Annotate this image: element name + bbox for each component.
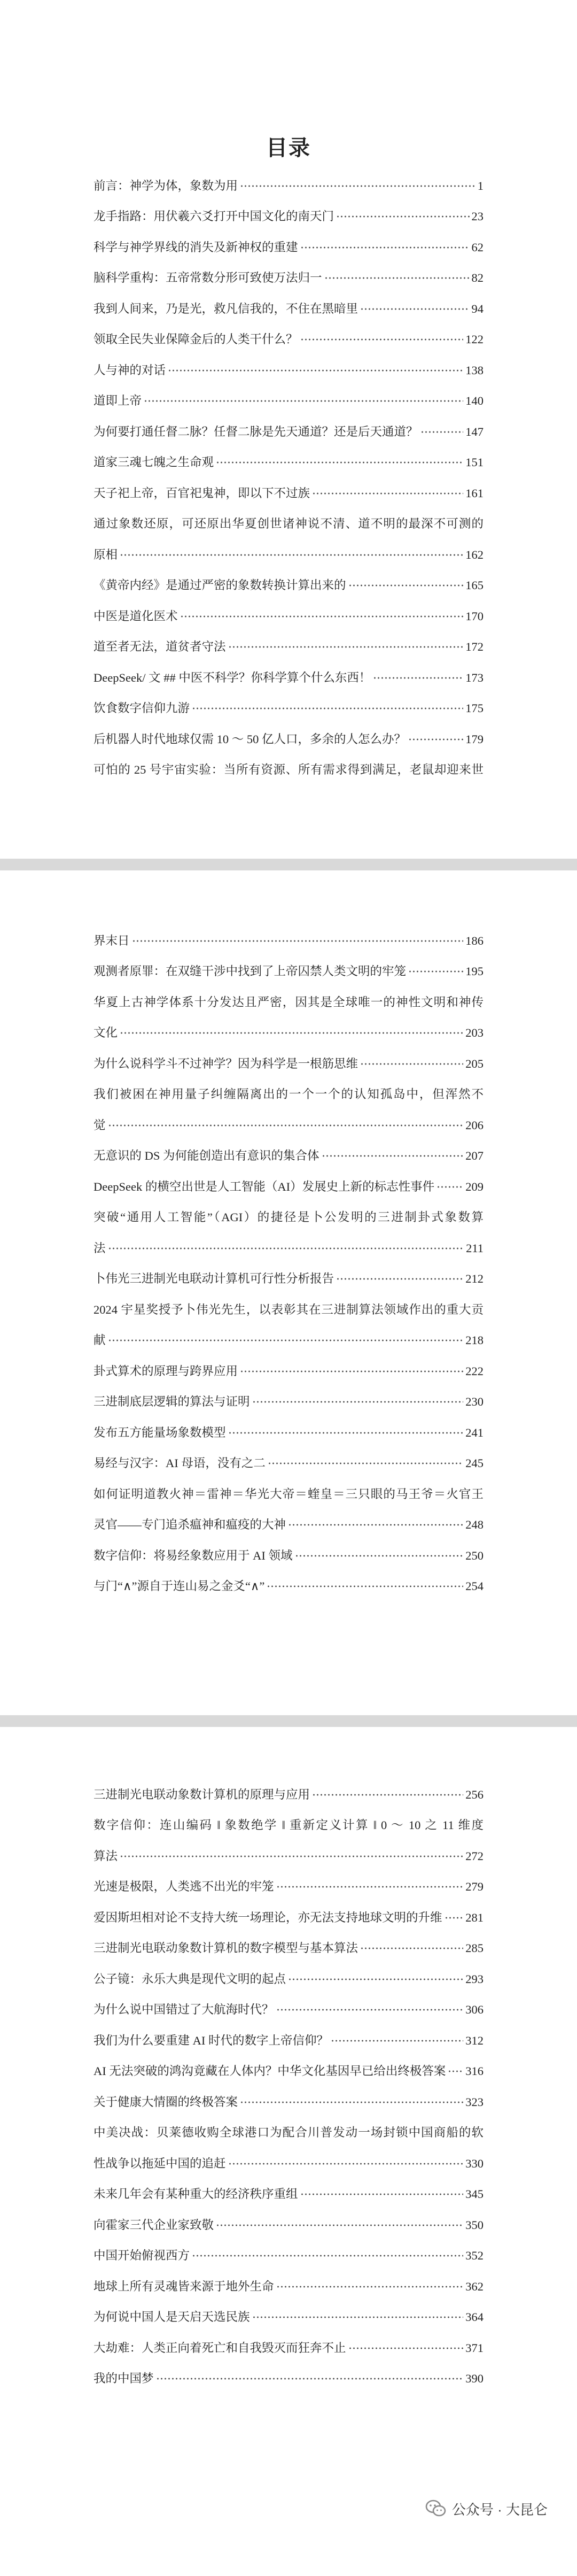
- toc-entry-title: 数字信仰：连山编码 ‖ 象数绝学 ‖ 重新定义计算 ‖ 0 ～ 10 之 11 维度: [93, 1818, 484, 1832]
- toc-entry-title: 灵官——专门追杀瘟神和瘟疫的大神: [93, 1518, 286, 1532]
- toc-entry: [93, 1171, 484, 1202]
- toc-entry-title: 我们为什么要重建 AI 时代的数字上帝信仰？: [93, 2033, 329, 2047]
- toc-entry: [93, 2271, 484, 2302]
- toc-entry-line: [93, 1902, 484, 1933]
- toc-entry-line: [93, 755, 484, 786]
- toc-entry-line: [93, 1079, 484, 1110]
- page-number: 206: [465, 1118, 484, 1132]
- page-number: 345: [465, 2187, 484, 2201]
- toc-entry-line: [93, 1387, 484, 1418]
- toc-entry-line: [93, 171, 484, 202]
- toc-entry: [93, 294, 484, 325]
- toc-entry: [93, 1571, 484, 1602]
- page-number: 285: [465, 1941, 484, 1955]
- page-number: 279: [465, 1880, 484, 1894]
- toc-entry-line: [93, 1964, 484, 1995]
- toc-entry-line: [93, 632, 484, 663]
- dot-leader: [156, 2377, 464, 2380]
- toc-entry-line: [93, 2056, 484, 2087]
- dot-leader: [300, 246, 470, 249]
- dot-leader: [448, 2070, 463, 2073]
- toc-entry-line: [93, 1141, 484, 1172]
- dot-leader: [180, 615, 464, 618]
- toc-entries: [93, 1779, 484, 2394]
- dot-leader: [276, 1885, 464, 1888]
- dot-leader: [216, 461, 463, 464]
- toc-entry: [93, 325, 484, 356]
- toc-entry: [93, 509, 484, 570]
- toc-entry: [93, 987, 484, 1048]
- page-number: 390: [465, 2372, 484, 2386]
- dot-leader: [288, 1523, 463, 1526]
- toc-entry: [93, 1540, 484, 1571]
- toc-entry-line: [93, 1810, 484, 1841]
- toc-entry: [93, 1356, 484, 1387]
- dot-leader: [360, 307, 469, 311]
- toc-entry-line: [93, 448, 484, 479]
- dot-leader: [132, 939, 464, 943]
- dot-leader: [192, 2254, 463, 2257]
- toc-entry-title: 关于健康大情圈的终极答案: [93, 2095, 238, 2109]
- toc-entry-title: 2024 宇星奖授予卜伟光先生，以表彰其在三进制算法领域作出的重大贡: [93, 1302, 484, 1316]
- toc-entry: [93, 232, 484, 263]
- toc-entry: [93, 632, 484, 663]
- toc-entry-title: 公子镜：永乐大典是现代文明的起点: [93, 1972, 286, 1986]
- dot-leader: [108, 1247, 464, 1250]
- toc-entry-line: [93, 2364, 484, 2395]
- page-number: 62: [471, 240, 484, 254]
- page-number: 352: [465, 2249, 484, 2263]
- page-number: 186: [465, 934, 484, 947]
- page-number: 281: [465, 1910, 484, 1924]
- page-number: 212: [465, 1272, 484, 1286]
- toc-entry-title: 法: [93, 1241, 106, 1255]
- page-number: 241: [465, 1425, 484, 1439]
- toc-entry-title: 为什么说科学斗不过神学？因为科学是一根筋思维: [93, 1056, 358, 1070]
- toc-entry-line: [93, 2087, 484, 2118]
- toc-entry-line: [93, 925, 484, 957]
- toc-entry: [93, 2056, 484, 2087]
- page-number: 165: [465, 579, 484, 592]
- toc-entry-line: [93, 2025, 484, 2056]
- toc-entry-title: 观测者原罪：在双缝干涉中找到了上帝囚禁人类文明的牢笼: [93, 965, 407, 978]
- watermark: [425, 2497, 548, 2520]
- toc-entry-title: 天子祀上帝，百官祀鬼神，即以下不过族: [93, 486, 310, 500]
- page-number: 306: [465, 2003, 484, 2017]
- toc-entry: [93, 693, 484, 724]
- toc-entry-line: [93, 1110, 484, 1141]
- page-number: 218: [465, 1333, 484, 1347]
- dot-leader: [336, 215, 469, 218]
- toc-entry: [93, 386, 484, 417]
- toc-page-3: [0, 1727, 577, 2576]
- page-number: 316: [465, 2064, 484, 2078]
- toc-entry: [93, 1048, 484, 1079]
- toc-entry: [93, 202, 484, 233]
- toc-entry-line: [93, 662, 484, 693]
- dot-leader: [312, 492, 463, 495]
- dot-leader: [168, 369, 463, 372]
- toc-entry-title: 脑科学重构：五帝常数分形可致使万法归一: [93, 271, 322, 285]
- toc-entry-title: 算法: [93, 1849, 118, 1863]
- dot-leader: [120, 1031, 463, 1035]
- dot-leader: [336, 1277, 463, 1281]
- page-number: 23: [471, 210, 484, 223]
- page-number: 151: [465, 456, 484, 469]
- toc-entry: [93, 1448, 484, 1479]
- toc-entry-title: 无意识的 DS 为何能创造出有意识的集合体: [93, 1149, 319, 1163]
- dot-leader: [276, 2008, 464, 2011]
- toc-entry-title: 原相: [93, 547, 118, 561]
- toc-entry-title: 卦式算术的原理与跨界应用: [93, 1364, 238, 1378]
- page-number: 203: [465, 1026, 484, 1040]
- page-number: 173: [465, 670, 484, 684]
- toc-entry-title: 为什么说中国错过了大航海时代？: [93, 2003, 274, 2017]
- toc-entry-line: [93, 2241, 484, 2272]
- toc-entry: [93, 1141, 484, 1172]
- dot-leader: [240, 1370, 463, 1373]
- toc-entry-title: DeepSeek 的横空出世是人工智能（AI）发展史上新的标志性事件: [93, 1179, 435, 1193]
- dot-leader: [322, 1154, 464, 1158]
- toc-entry-title: 通过象数还原，可还原出华夏创世诸神说不清、道不明的最深不可测的: [93, 517, 484, 531]
- toc-entry: [93, 925, 484, 957]
- toc-entry: [93, 1995, 484, 2026]
- page-number: 205: [465, 1056, 484, 1070]
- toc-entry: [93, 1079, 484, 1141]
- toc-entries: [93, 925, 484, 1602]
- toc-entry-title: 龙手指路：用伏羲六爻打开中国文化的南天门: [93, 210, 334, 223]
- toc-entry-title: 三进制光电联动象数计算机的数字模型与基本算法: [93, 1941, 358, 1955]
- toc-entry-title: 未来几年会有某种重大的经济秩序重组: [93, 2187, 298, 2201]
- toc-entry-title: 华夏上古神学体系十分发达且严密，因其是全球唯一的神性文明和神传: [93, 995, 484, 1009]
- toc-entry-line: [93, 1571, 484, 1602]
- toc-entry: [93, 2241, 484, 2272]
- toc-entry-title: 易经与汉字：AI 母语，没有之二: [93, 1456, 266, 1470]
- toc-entry: [93, 1902, 484, 1933]
- toc-entry-title: 三进制光电联动象数计算机的原理与应用: [93, 1787, 310, 1801]
- dot-leader: [267, 1585, 463, 1588]
- toc-entry-line: [93, 509, 484, 540]
- dot-leader: [192, 707, 463, 710]
- toc-entry: [93, 2025, 484, 2056]
- toc-entry-line: [93, 957, 484, 988]
- toc-entry-title: 卜伟光三进制光电联动计算机可行性分析报告: [93, 1272, 334, 1286]
- toc-entry-line: [93, 1841, 484, 1872]
- toc-entry-line: [93, 2179, 484, 2210]
- toc-entry: [93, 1779, 484, 1810]
- dot-leader: [408, 738, 463, 741]
- toc-entry-title: 光速是极限，人类逃不出光的牢笼: [93, 1880, 274, 1894]
- toc-entry: [93, 601, 484, 632]
- dot-leader: [120, 1855, 463, 1858]
- toc-page-2: [0, 870, 577, 1715]
- dot-leader: [420, 430, 464, 434]
- page-number: 371: [465, 2341, 484, 2355]
- toc-entry-line: [93, 355, 484, 386]
- toc-entry-line: [93, 1779, 484, 1810]
- toc-entry-title: DeepSeek/ 文 ## 中医不科学？你科学算个什么东西！: [93, 670, 371, 684]
- toc-entry-line: [93, 2302, 484, 2333]
- page-number: 350: [465, 2218, 484, 2232]
- toc-entry: [93, 417, 484, 448]
- toc-entry: [93, 1872, 484, 1903]
- dot-leader: [445, 1916, 464, 1919]
- dot-leader: [360, 1062, 463, 1066]
- toc-entry: [93, 2087, 484, 2118]
- toc-entry-line: [93, 1479, 484, 1510]
- toc-entry-line: [93, 1202, 484, 1233]
- toc-title: 目录: [266, 136, 311, 160]
- toc-page-1: [0, 0, 577, 859]
- toc-entry-line: [93, 1872, 484, 1903]
- dot-leader: [360, 1947, 463, 1950]
- toc-entry-line: [93, 202, 484, 233]
- toc-entry: [93, 662, 484, 693]
- dot-leader: [331, 2039, 463, 2042]
- toc-entry-line: [93, 1356, 484, 1387]
- toc-entry-title: 中国开始俯视西方: [93, 2249, 190, 2263]
- toc-entry: [93, 1479, 484, 1540]
- dot-leader: [228, 1431, 464, 1434]
- page-number: 312: [465, 2033, 484, 2047]
- toc-entry-line: [93, 2148, 484, 2179]
- toc-entry-line: [93, 417, 484, 448]
- toc-entry-title: 《黄帝内经》是通过严密的象数转换计算出来的: [93, 579, 346, 592]
- page-number: 362: [465, 2279, 484, 2293]
- toc-entry-line: [93, 601, 484, 632]
- toc-entry-title: 地球上所有灵魂皆来源于地外生命: [93, 2279, 274, 2293]
- toc-entry-line: [93, 1933, 484, 1964]
- toc-entry-line: [93, 2271, 484, 2302]
- dot-leader: [408, 970, 463, 973]
- toc-entry: [93, 263, 484, 294]
- page-number: 245: [465, 1456, 484, 1470]
- page-number: 138: [465, 363, 484, 377]
- toc-entry-line: [93, 1264, 484, 1295]
- page-number: 254: [465, 1579, 484, 1593]
- dot-leader: [252, 2316, 464, 2319]
- page-number: 211: [466, 1241, 484, 1255]
- dot-leader: [300, 338, 464, 341]
- toc-entry: [93, 2179, 484, 2210]
- page-number: 175: [465, 701, 484, 715]
- page-separator: [0, 1715, 577, 1727]
- toc-entry-line: [93, 724, 484, 755]
- dot-leader: [312, 1793, 463, 1796]
- toc-entry-line: [93, 1995, 484, 2026]
- toc-entry-line: [93, 987, 484, 1018]
- toc-entry-title: 领取全民失业保障金后的人类干什么？: [93, 333, 298, 346]
- dot-leader: [373, 676, 463, 680]
- toc-entry-line: [93, 1018, 484, 1049]
- watermark-text: 公众号 · 大昆仑: [451, 2501, 548, 2518]
- dot-leader: [295, 1554, 464, 1557]
- dot-leader: [276, 2285, 464, 2288]
- toc-entry-title: 三进制底层逻辑的算法与证明: [93, 1395, 250, 1409]
- dot-leader: [252, 1400, 464, 1403]
- toc-entry-title: 为何要打通任督二脉？任督二脉是先天通道？还是后天通道？: [93, 425, 418, 438]
- toc-entry-title: 与门“∧”源自于连山易之金爻“∧”: [93, 1579, 265, 1593]
- page-number: 1: [477, 179, 484, 192]
- toc-entry-title: 人与神的对话: [93, 363, 166, 377]
- page-number: 122: [465, 333, 484, 346]
- page-number: 272: [465, 1849, 484, 1863]
- page-number: 209: [465, 1179, 484, 1193]
- toc-entry-line: [93, 693, 484, 724]
- toc-entry: [93, 1933, 484, 1964]
- dot-leader: [268, 1462, 463, 1465]
- toc-entry-title: 界末日: [93, 934, 130, 947]
- toc-entry-title: 道至者无法，道贫者守法: [93, 640, 226, 654]
- toc-entry-title: 我的中国梦: [93, 2372, 154, 2386]
- toc-entry: [93, 1387, 484, 1418]
- toc-entry: [93, 2302, 484, 2333]
- dot-leader: [228, 2162, 464, 2165]
- toc-entry-line: [93, 263, 484, 294]
- toc-entry-line: [93, 2118, 484, 2149]
- page-number: 256: [465, 1787, 484, 1801]
- dot-leader: [108, 1124, 464, 1127]
- page-number: 248: [465, 1518, 484, 1532]
- page-number: 179: [465, 732, 484, 746]
- toc-entry-line: [93, 1048, 484, 1079]
- page-number: 323: [465, 2095, 484, 2109]
- toc-entry: [93, 1294, 484, 1356]
- toc-entry-line: [93, 1540, 484, 1571]
- toc-entry-title: 觉: [93, 1118, 106, 1132]
- toc-entry: [93, 1810, 484, 1872]
- page-number: 230: [465, 1395, 484, 1409]
- dot-leader: [216, 2224, 463, 2227]
- toc-entry-line: [93, 1448, 484, 1479]
- dot-leader: [288, 1978, 463, 1981]
- dot-leader: [240, 2101, 463, 2104]
- toc-entry: [93, 1417, 484, 1448]
- dot-leader: [108, 1339, 464, 1342]
- toc-entry-title: 前言：神学为体，象数为用: [93, 179, 238, 192]
- page-number: 364: [465, 2310, 484, 2324]
- page-number: 207: [465, 1149, 484, 1163]
- toc-entry-title: 数字信仰：将易经象数应用于 AI 领域: [93, 1548, 293, 1562]
- toc-entry-title: 可怕的 25 号宇宙实验：当所有资源、所有需求得到满足，老鼠却迎来世: [93, 763, 484, 777]
- toc-entry-line: [93, 1510, 484, 1541]
- toc-entry: [93, 448, 484, 479]
- toc-entry-title: 大劫难：人类正向着死亡和自我毁灭而狂奔不止: [93, 2341, 346, 2355]
- toc-entry: [93, 1964, 484, 1995]
- toc-entry-line: [93, 570, 484, 601]
- toc-entry: [93, 724, 484, 755]
- dot-leader: [436, 1185, 463, 1189]
- toc-entry-title: 我们被困在神用量子纠缠隔离出的一个一个的认知孤岛中，但浑然不: [93, 1088, 484, 1101]
- toc-entry-title: 文化: [93, 1026, 118, 1040]
- page-number: 222: [465, 1364, 484, 1378]
- toc-entry-title: 我到人间来，乃是光，救凡信我的，不住在黑暗里: [93, 302, 358, 315]
- toc-entry-line: [93, 1325, 484, 1356]
- toc-entry-title: 道家三魂七魄之生命观: [93, 456, 214, 469]
- dot-leader: [144, 399, 463, 403]
- toc-entry-title: AI 无法突破的鸿沟竟藏在人体内？中华文化基因早已给出终极答案: [93, 2064, 446, 2078]
- dot-leader: [120, 553, 463, 557]
- toc-entry-line: [93, 1417, 484, 1448]
- toc-entry-title: 饮食数字信仰九游: [93, 701, 190, 715]
- toc-entries: [93, 171, 484, 785]
- page-number: 140: [465, 394, 484, 408]
- page-number: 195: [465, 965, 484, 978]
- toc-entry-title: 如何证明道教火神＝雷神＝华光大帝＝蝰皇＝三只眼的马王爷＝火官王: [93, 1487, 484, 1501]
- toc-entry-title: 发布五方能量场象数模型: [93, 1425, 226, 1439]
- dot-leader: [300, 2193, 464, 2196]
- page-separator: [0, 859, 577, 870]
- toc-entry: [93, 2364, 484, 2395]
- toc-entry-title: 中美决战：贝莱德收购全球港口为配合川普发动一场封锁中国商船的软: [93, 2126, 484, 2140]
- toc-entry: [93, 478, 484, 509]
- toc-entry-title: 科学与神学界线的消失及新神权的重建: [93, 240, 298, 254]
- toc-entry: [93, 755, 484, 786]
- toc-entry: [93, 957, 484, 988]
- toc-entry-title: 为何说中国人是天启天选民族: [93, 2310, 250, 2324]
- toc-entry-title: 后机器人时代地球仅需 10 ～ 50 亿人口，多余的人怎么办？: [93, 732, 407, 746]
- toc-entry-line: [93, 325, 484, 356]
- toc-entry-line: [93, 294, 484, 325]
- page-number: 94: [471, 302, 484, 315]
- dot-leader: [228, 645, 464, 649]
- toc-entry-title: 向霍家三代企业家致敬: [93, 2218, 214, 2232]
- page-number: 250: [465, 1548, 484, 1562]
- page-number: 82: [471, 271, 484, 285]
- page-number: 170: [465, 609, 484, 623]
- wechat-icon: [425, 2500, 447, 2518]
- dot-leader: [240, 184, 475, 188]
- dot-leader: [324, 276, 470, 280]
- toc-entry-title: 突破“通用人工智能”（AGI）的捷径是卜公发明的三进制卦式象数算: [93, 1210, 484, 1224]
- page-number: 172: [465, 640, 484, 654]
- page-number: 330: [465, 2156, 484, 2170]
- toc-entry: [93, 1202, 484, 1264]
- page-number: 162: [465, 547, 484, 561]
- toc-entry-line: [93, 232, 484, 263]
- toc-entry: [93, 355, 484, 386]
- page-number: 147: [465, 425, 484, 438]
- toc-entry-line: [93, 2210, 484, 2241]
- toc-entry-title: 爱因斯坦相对论不支持大统一场理论，亦无法支持地球文明的升维: [93, 1910, 442, 1924]
- page-number: 293: [465, 1972, 484, 1986]
- toc-entry-title: 性战争以拖延中国的追赶: [93, 2156, 226, 2170]
- toc-entry-title: 中医是道化医术: [93, 609, 178, 623]
- toc-entry: [93, 570, 484, 601]
- toc-entry-line: [93, 2333, 484, 2364]
- toc-entry-line: [93, 539, 484, 570]
- toc-entry-line: [93, 1171, 484, 1202]
- toc-entry: [93, 171, 484, 202]
- toc-entry: [93, 2333, 484, 2364]
- toc-entry: [93, 2118, 484, 2179]
- toc-entry-line: [93, 1294, 484, 1325]
- toc-entry-line: [93, 1233, 484, 1264]
- toc-entry-line: [93, 478, 484, 509]
- toc-entry: [93, 1264, 484, 1295]
- toc-entry-title: 献: [93, 1333, 106, 1347]
- toc-entry-line: [93, 386, 484, 417]
- dot-leader: [348, 2347, 464, 2350]
- toc-entry-title: 道即上帝: [93, 394, 142, 408]
- dot-leader: [348, 584, 464, 587]
- page-number: 161: [465, 486, 484, 500]
- toc-entry: [93, 2210, 484, 2241]
